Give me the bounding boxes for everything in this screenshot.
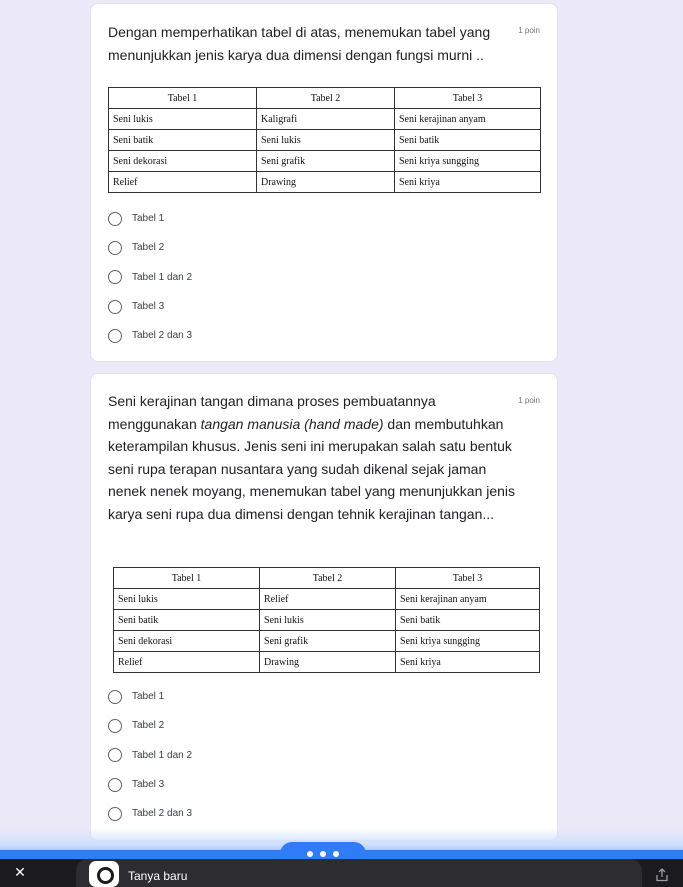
dot bbox=[320, 851, 326, 857]
points-label: 1 poin bbox=[518, 26, 540, 35]
table-cell: Relief bbox=[114, 652, 260, 673]
table-cell: Seni kriya bbox=[396, 652, 540, 673]
table-cell: Seni grafik bbox=[260, 631, 396, 652]
answer-option[interactable] bbox=[108, 799, 192, 828]
answer-option[interactable] bbox=[108, 770, 192, 799]
option-label: Tabel 1 bbox=[132, 213, 165, 225]
option-label: Tabel 1 dan 2 bbox=[132, 271, 193, 283]
answer-options bbox=[108, 682, 192, 828]
radio-button[interactable] bbox=[108, 212, 122, 226]
answer-option[interactable] bbox=[108, 204, 192, 233]
table-cell: Seni lukis bbox=[109, 109, 257, 130]
question-text-part: Seni kerajinan tangan dimana proses pembuatannya menggunakan bbox=[108, 393, 436, 432]
question-text-part: dan membutuhkan keterampilan khusus. Jenis seni ini merupakan salah satu bentuk seni rupa terapan nusantara yang sudah dikenal sejak jaman nenek nenek moyang, menemukan tabel yang menunjukkan jenis karya seni rupa dua dimensi dengan tehnik kerajinan tangan... bbox=[108, 415, 516, 522]
table-cell: Seni batik bbox=[395, 130, 541, 151]
question-text bbox=[108, 390, 518, 525]
table-cell: Seni kriya sungging bbox=[396, 631, 540, 652]
table-cell: Relief bbox=[260, 589, 396, 610]
question-table bbox=[113, 567, 540, 673]
answer-option[interactable] bbox=[108, 263, 192, 292]
radio-button[interactable] bbox=[108, 690, 122, 704]
ask-new-label: Tanya baru bbox=[128, 869, 188, 883]
option-label: Tabel 3 bbox=[132, 301, 165, 313]
table-row bbox=[114, 589, 540, 610]
radio-button[interactable] bbox=[108, 329, 122, 343]
table-cell: Drawing bbox=[257, 172, 395, 193]
option-label: Tabel 1 dan 2 bbox=[132, 749, 193, 761]
table-row bbox=[109, 151, 541, 172]
answer-option[interactable] bbox=[108, 233, 192, 262]
table-header: Tabel 1 bbox=[109, 88, 257, 109]
table-row bbox=[114, 610, 540, 631]
table-header: Tabel 1 bbox=[114, 568, 260, 589]
question-text-italic: tangan manusia (hand made) bbox=[200, 415, 384, 432]
question-table bbox=[108, 87, 541, 193]
option-label: Tabel 3 bbox=[132, 779, 165, 791]
table-cell: Seni kriya sungging bbox=[395, 151, 541, 172]
option-label: Tabel 2 bbox=[132, 720, 165, 732]
question-card-1 bbox=[90, 3, 558, 362]
table-cell: Kaligrafi bbox=[257, 109, 395, 130]
answer-option[interactable] bbox=[108, 682, 192, 711]
question-text: Dengan memperhatikan tabel di atas, menemukan tabel yang menunjukkan jenis karya dua dimensi dengan fungsi murni .. bbox=[108, 24, 491, 63]
share-icon[interactable] bbox=[655, 868, 669, 882]
table-cell: Seni batik bbox=[396, 610, 540, 631]
table-row bbox=[109, 172, 541, 193]
table-cell: Seni lukis bbox=[257, 130, 395, 151]
close-icon[interactable]: ✕ bbox=[14, 865, 26, 881]
table-header: Tabel 2 bbox=[260, 568, 396, 589]
radio-button[interactable] bbox=[108, 270, 122, 284]
table-header: Tabel 3 bbox=[396, 568, 540, 589]
table-row bbox=[109, 109, 541, 130]
table-cell: Seni batik bbox=[109, 130, 257, 151]
radio-button[interactable] bbox=[108, 300, 122, 314]
answer-option[interactable] bbox=[108, 741, 192, 770]
table-row bbox=[114, 652, 540, 673]
table-cell: Seni kerajinan anyam bbox=[395, 109, 541, 130]
option-label: Tabel 1 bbox=[132, 691, 165, 703]
radio-button[interactable] bbox=[108, 778, 122, 792]
points-label: 1 poin bbox=[518, 396, 540, 405]
option-label: Tabel 2 dan 3 bbox=[132, 808, 193, 820]
answer-option[interactable] bbox=[108, 711, 192, 740]
camera-icon[interactable] bbox=[89, 861, 119, 887]
table-row bbox=[109, 130, 541, 151]
option-label: Tabel 2 dan 3 bbox=[132, 330, 193, 342]
table-cell: Seni dekorasi bbox=[114, 631, 260, 652]
table-cell: Seni dekorasi bbox=[109, 151, 257, 172]
table-header: Tabel 2 bbox=[257, 88, 395, 109]
table-cell: Relief bbox=[109, 172, 257, 193]
table-cell: Seni batik bbox=[114, 610, 260, 631]
dot bbox=[307, 851, 313, 857]
radio-button[interactable] bbox=[108, 748, 122, 762]
table-cell: Seni lukis bbox=[114, 589, 260, 610]
table-row bbox=[114, 631, 540, 652]
table-header: Tabel 3 bbox=[395, 88, 541, 109]
radio-button[interactable] bbox=[108, 719, 122, 733]
answer-option[interactable] bbox=[108, 321, 192, 350]
table-cell: Seni lukis bbox=[260, 610, 396, 631]
question-card-2 bbox=[90, 373, 558, 841]
table-cell: Seni kerajinan anyam bbox=[396, 589, 540, 610]
option-label: Tabel 2 bbox=[132, 242, 165, 254]
table-cell: Seni grafik bbox=[257, 151, 395, 172]
table-cell: Drawing bbox=[260, 652, 396, 673]
radio-button[interactable] bbox=[108, 807, 122, 821]
table-cell: Seni kriya bbox=[395, 172, 541, 193]
answer-option[interactable] bbox=[108, 292, 192, 321]
dot bbox=[333, 851, 339, 857]
radio-button[interactable] bbox=[108, 241, 122, 255]
answer-options bbox=[108, 204, 192, 350]
